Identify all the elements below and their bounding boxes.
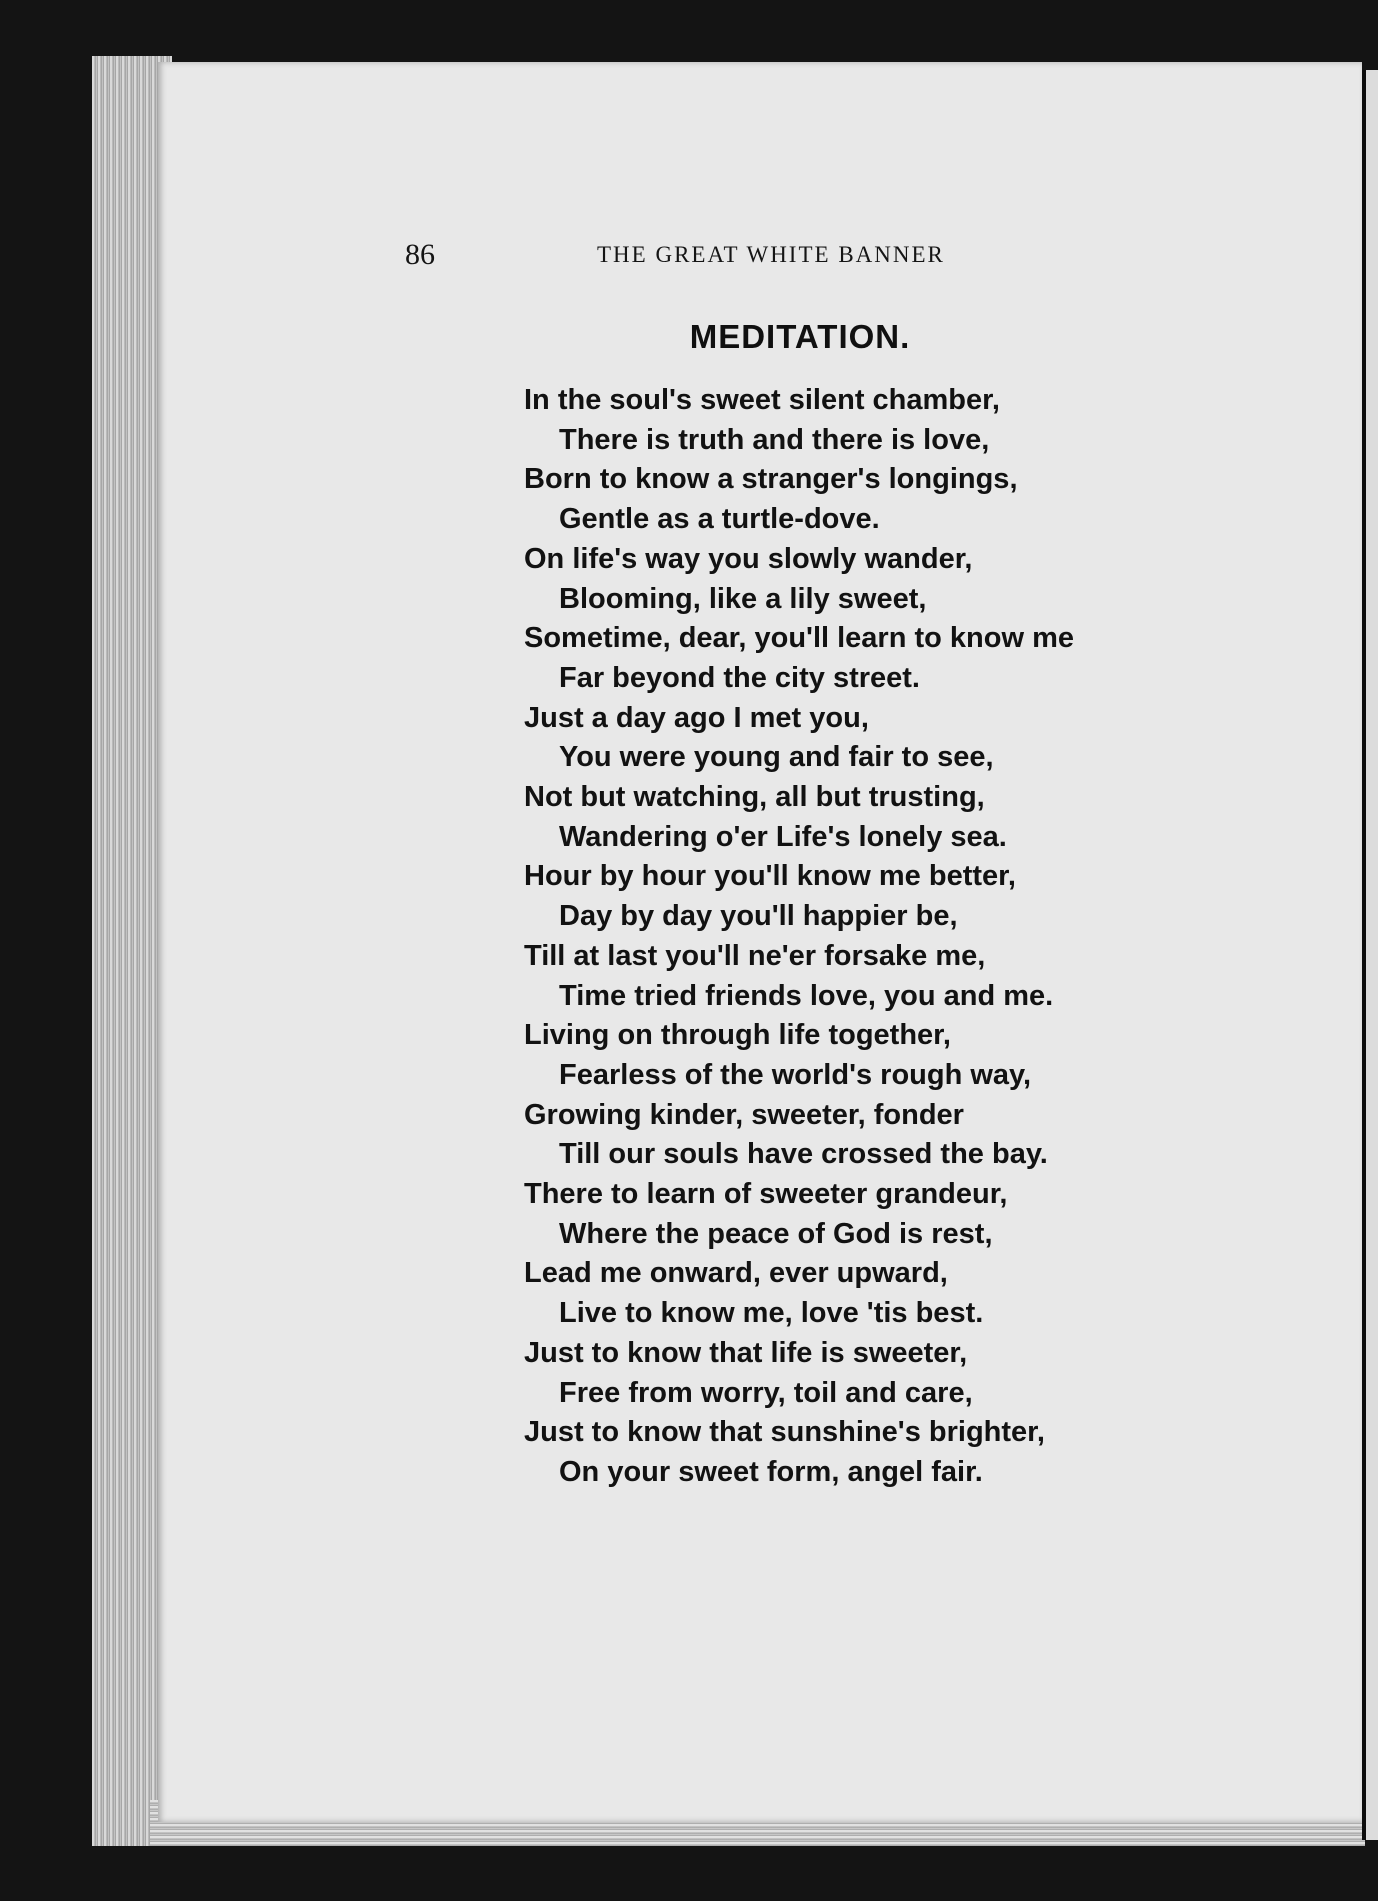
poem-line: Free from worry, toil and care, <box>559 1376 973 1409</box>
poem-line: In the soul's sweet silent chamber, <box>524 384 1000 416</box>
poem-title: MEDITATION. <box>689 318 911 355</box>
poem-line: Till at last you'll ne'er forsake me, <box>524 939 986 972</box>
poem-line: Living on through life together, <box>524 1019 951 1052</box>
poem-line: Lead me onward, ever upward, <box>524 1257 948 1290</box>
poem-line: Where the peace of God is rest, <box>559 1217 993 1250</box>
poem-body <box>524 381 1354 1493</box>
poem-line: Hour by hour you'll know me better, <box>524 860 1016 893</box>
poem-line: Just a day ago I met you, <box>524 701 869 734</box>
page-number: 86 <box>405 238 435 271</box>
poem-line: You were young and fair to see, <box>559 741 994 774</box>
poem-line: Far beyond the city street. <box>559 661 920 694</box>
poem-line: Time tried friends love, you and me. <box>559 979 1054 1012</box>
poem-line: Day by day you'll happier be, <box>559 900 958 933</box>
book-title: THE GREAT WHITE BANNER <box>597 242 945 267</box>
running-head <box>0 238 1378 278</box>
poem-line: Just to know that life is sweeter, <box>524 1336 968 1369</box>
poem-line: Live to know me, love 'tis best. <box>559 1297 984 1330</box>
poem-line: There is truth and there is love, <box>559 423 990 456</box>
poem-line: Just to know that sunshine's brighter, <box>524 1416 1045 1449</box>
poem-line: On your sweet form, angel fair. <box>559 1455 983 1488</box>
poem-line: Till our souls have crossed the bay. <box>559 1138 1048 1171</box>
poem-line: On life's way you slowly wander, <box>524 542 973 575</box>
poem-line: Blooming, like a lily sweet, <box>559 582 927 615</box>
poem-line: Sometime, dear, you'll learn to know me <box>524 622 1074 655</box>
poem-line: Fearless of the world's rough way, <box>559 1058 1032 1091</box>
poem-line: Not but watching, all but trusting, <box>524 781 985 814</box>
poem-line: Growing kinder, sweeter, fonder <box>524 1098 964 1131</box>
poem-line: Born to know a stranger's longings, <box>524 463 1018 496</box>
poem-line: Gentle as a turtle-dove. <box>559 503 880 536</box>
poem-line: There to learn of sweeter grandeur, <box>524 1178 1008 1211</box>
poem-line: Wandering o'er Life's lonely sea. <box>559 820 1007 853</box>
